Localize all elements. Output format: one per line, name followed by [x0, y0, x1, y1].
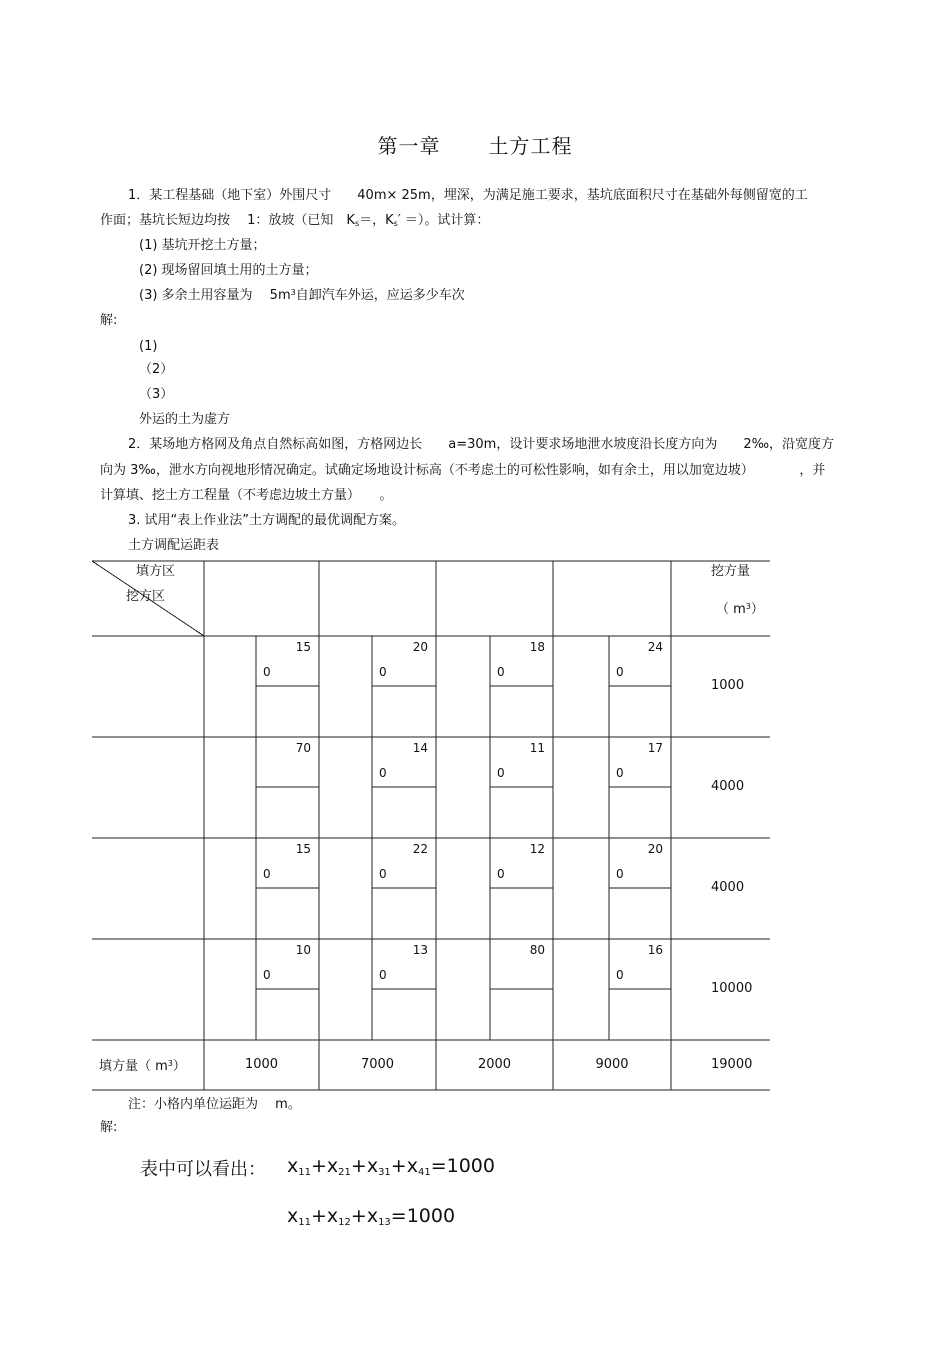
- operator: +: [350, 1155, 367, 1177]
- solution-label-3: 解:: [100, 1120, 118, 1135]
- unit-distance-bottom: 0: [616, 867, 624, 881]
- unit-distance-top: 20: [412, 640, 428, 654]
- solution-label-1: 解:: [100, 313, 118, 328]
- cut-volume-value: 1000: [711, 678, 745, 693]
- operator: =1000: [430, 1155, 495, 1177]
- variable-subscript: 12: [338, 1217, 351, 1228]
- unit-distance-top: 11: [529, 741, 545, 755]
- q3-line1: 3. 试用“表上作业法”土方调配的最优调配方案。: [128, 513, 406, 528]
- corner-fill-label: 填方区: [136, 564, 176, 579]
- variable: x: [366, 1155, 379, 1177]
- q2-line1: 2．某场地方格网及角点自然标高如图，方格网边长 a=30m，设计要求场地泄水坡度沿长度方向为 2‰，沿宽度方: [128, 437, 835, 452]
- fill-volume-t1: 1000: [244, 1057, 279, 1072]
- solution-intro: 表中可以看出：: [140, 1159, 266, 1180]
- solution-step-1: (1): [139, 339, 158, 354]
- operator: +: [310, 1155, 327, 1177]
- unit-distance-bottom: 0: [263, 665, 271, 679]
- operator: +: [350, 1205, 367, 1227]
- fill-volume-t3: 2000: [477, 1057, 512, 1072]
- fill-volume-total: 19000: [711, 1057, 753, 1072]
- unit-distance-top: 22: [412, 842, 428, 856]
- unit-distance-bottom: 0: [379, 867, 387, 881]
- variable: x: [287, 1155, 299, 1177]
- unit-distance-bottom: 0: [263, 968, 271, 982]
- operator: =1000: [390, 1205, 456, 1227]
- operator: +: [390, 1155, 407, 1177]
- variable-subscript: 41: [417, 1167, 431, 1178]
- unit-distance-top: 16: [647, 943, 663, 957]
- table-caption: 土方调配运距表: [128, 538, 220, 553]
- unit-distance-top: 15: [295, 842, 311, 856]
- variable: x: [326, 1155, 339, 1177]
- fill-volume-t2: 7000: [360, 1057, 395, 1072]
- table-note: 注：小格内单位运距为 m。: [128, 1097, 301, 1112]
- equation-2: [287, 1205, 455, 1227]
- operator: +: [310, 1205, 327, 1227]
- variable-subscript: 11: [298, 1217, 311, 1228]
- fill-volume-label: 填方量（ $m^3$）: [99, 1059, 186, 1074]
- cut-volume-unit: （ $m^3$）: [716, 602, 764, 617]
- variable: x: [366, 1205, 379, 1227]
- variable-subscript: 13: [378, 1217, 391, 1228]
- chapter-name: 土方工程: [488, 134, 573, 158]
- unit-distance-bottom: 0: [497, 766, 505, 780]
- chapter-number: 第一章: [377, 134, 441, 158]
- q1-item1: (1) 基坑开挖土方量；: [139, 238, 266, 253]
- variable: x: [406, 1155, 418, 1177]
- cut-volume-value: 10000: [711, 981, 753, 996]
- corner-cut-label: 挖方区: [126, 589, 166, 604]
- variable-subscript: 31: [378, 1167, 391, 1178]
- unit-distance-top: 70: [295, 741, 311, 755]
- variable-subscript: 21: [338, 1167, 351, 1178]
- equation-1: [287, 1155, 495, 1177]
- solution-step-3: （3）: [139, 387, 174, 402]
- unit-distance-bottom: 0: [263, 867, 271, 881]
- unit-distance-top: 17: [647, 741, 663, 755]
- variable-subscript: 11: [298, 1167, 311, 1178]
- unit-distance-top: 80: [529, 943, 545, 957]
- unit-distance-bottom: 0: [379, 766, 387, 780]
- cut-volume-value: 4000: [711, 779, 745, 794]
- unit-distance-top: 15: [295, 640, 311, 654]
- unit-distance-bottom: 0: [616, 766, 624, 780]
- unit-distance-bottom: 0: [379, 968, 387, 982]
- variable: x: [326, 1205, 339, 1227]
- unit-distance-bottom: 0: [379, 665, 387, 679]
- unit-distance-top: 12: [529, 842, 545, 856]
- fill-volume-t4: 9000: [595, 1057, 629, 1072]
- q1-line1: 1．某工程基础（地下室）外围尺寸 40m× 25m，埋深，为满足施工要求，基坑底面积尺寸在基础外每侧留宽的工: [128, 188, 808, 203]
- q1-item2: (2) 现场留回填土用的土方量；: [139, 263, 318, 278]
- unit-distance-bottom: 0: [616, 968, 624, 982]
- unit-distance-bottom: 0: [497, 665, 505, 679]
- solution-remark: 外运的土为虚方: [139, 412, 231, 427]
- q2-line2: 向为 3‰，泄水方向视地形情况确定。试确定场地设计标高（不考虑土的可松性影响，如有余土，用以加宽边坡） ，并: [100, 463, 826, 478]
- unit-distance-top: 24: [647, 640, 663, 654]
- unit-distance-top: 18: [529, 640, 545, 654]
- unit-distance-bottom: 0: [497, 867, 505, 881]
- q1-line2: 作面；基坑长短边均按 1：放坡（已知 $K_s=$，$K_s'$ ＝）。试计算：: [100, 213, 490, 228]
- cut-volume-header: 挖方量: [711, 564, 751, 579]
- solution-step-2: （2）: [139, 362, 174, 377]
- unit-distance-top: 13: [412, 943, 428, 957]
- q2-line3: 计算填、挖土方工程量（不考虑边坡土方量） 。: [100, 488, 393, 503]
- unit-distance-top: 14: [412, 741, 428, 755]
- unit-distance-top: 20: [647, 842, 663, 856]
- q1-item3: (3) 多余土用容量为 $5m^3$自卸汽车外运，应运多少车次: [139, 288, 465, 303]
- variable: x: [287, 1205, 299, 1227]
- cut-volume-value: 4000: [711, 880, 745, 895]
- unit-distance-top: 10: [295, 943, 311, 957]
- unit-distance-bottom: 0: [616, 665, 624, 679]
